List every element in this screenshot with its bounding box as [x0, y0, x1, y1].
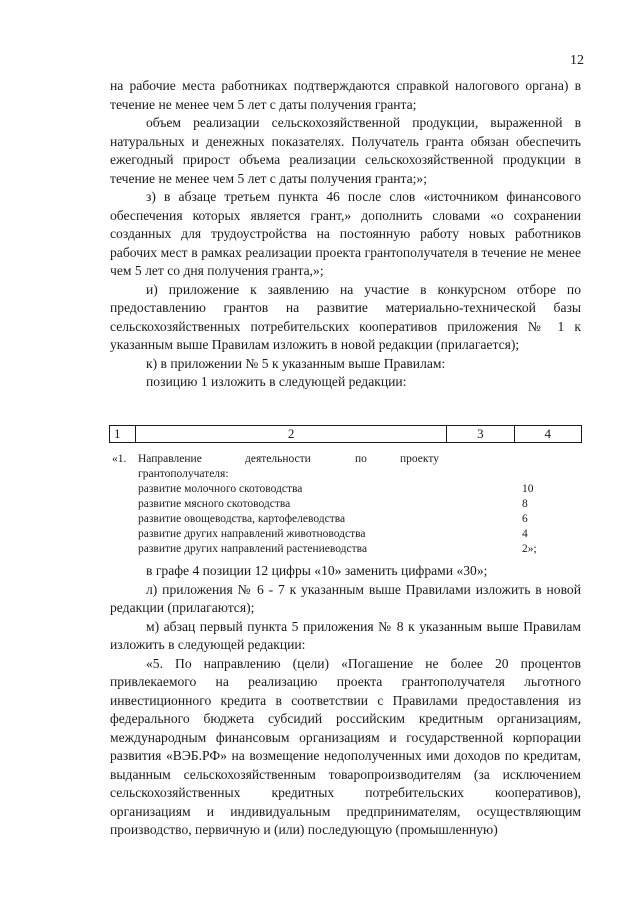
position-header-row: [112, 467, 582, 482]
paragraph: з) в абзаце третьем пункта 46 после слов «источником финансового обеспечения которых является грант,» дополнить словами «о сохранении созданных для трудоустройства на постоянную работу новых работников рабочих мест в рамках реализации проекта грантополучателя в течение не менее чем 5 лет со дня получения гранта,»;: [110, 189, 581, 278]
top-text-block: [110, 77, 581, 392]
paragraph: л) приложения № 6 - 7 к указанным выше Правилами изложить в новой редакции (прилагаются);: [110, 581, 581, 615]
paragraph: позицию 1 изложить в следующей редакции:: [146, 374, 407, 389]
table-header-cell: 3: [447, 426, 514, 443]
table-header-cell: 4: [514, 426, 581, 443]
head-word: деятельности: [245, 453, 311, 465]
row-value: 8: [522, 498, 528, 510]
position-1-block: [112, 452, 582, 557]
row-value: 10: [522, 483, 534, 495]
position-row: [112, 542, 582, 557]
row-value: 6: [522, 513, 528, 525]
row-label: развитие мясного скотоводства: [138, 498, 291, 510]
position-row: [112, 527, 582, 542]
head-word: Направление: [138, 453, 202, 465]
bottom-text-block: [110, 562, 581, 840]
head-word: проекту: [400, 453, 439, 465]
row-label: развитие других направлений животноводства: [138, 528, 366, 540]
row-value: 4: [522, 528, 528, 540]
head-word: по: [355, 453, 367, 465]
position-header-row: [112, 452, 582, 467]
table-header-cell: 2: [136, 426, 447, 443]
position-row: [112, 497, 582, 512]
row-value: 2»;: [522, 543, 537, 555]
position-table-header: [109, 425, 582, 443]
paragraph: на рабочие места работниках подтверждаются справкой налогового органа) в течение не менее чем 5 лет с даты получения гранта;: [110, 78, 581, 112]
paragraph: к) в приложении № 5 к указанным выше Правилам:: [146, 355, 446, 371]
paragraph: и) приложение к заявлению на участие в конкурсном отборе по предоставлению грантов на развитие материально-технической базы сельскохозяйственных потребительских кооперативов приложения № 1 к указанным выше Правилам изложить в новой редакции (прилагается);: [110, 281, 581, 352]
paragraph: объем реализации сельскохозяйственной продукции, выраженной в натуральных и денежных показателях. Получатель гранта обязан обеспечить ежегодный прирост объема реализации сельскохозяйственной продукции в течение не менее чем 5 лет с даты получения гранта;»;: [110, 115, 581, 186]
position-row: [112, 512, 582, 527]
row-label: развитие овощеводства, картофелеводства: [138, 513, 346, 525]
paragraph: м) абзац первый пункта 5 приложения № 8 к указанным выше Правилам изложить в следующей редакции:: [110, 618, 581, 652]
position-row: [112, 482, 582, 497]
page-number: 12: [570, 53, 584, 68]
position-number: «1.: [112, 453, 127, 465]
row-label: развитие молочного скотоводства: [138, 483, 303, 495]
table-header-cell: 1: [110, 426, 136, 443]
head-line: грантополучателя:: [138, 468, 229, 480]
row-label: развитие других направлений растениеводства: [138, 543, 368, 555]
paragraph: «5. По направлению (цели) «Погашение не более 20 процентов привлекаемого на реализацию проекта грантополучателя льготного инвестиционного кредита в соответствии с Правилами предоставления из федерального бюджета субсидий российским кредитным организациям, международным финансовым организациям и государственной корпорации развития «ВЭБ.РФ» на возмещение недополученных ими доходов по кредитам, выданным сельскохозяйственным товаропроизводителям (за исключением сельскохозяйственных кредитных потребительских кооперативов), организациям и индивидуальным предпринимателям, осуществляющим производство, первичную и (или) последующую (промышленную): [110, 655, 581, 837]
paragraph: в графе 4 позиции 12 цифры «10» заменить цифрами «30»;: [146, 563, 488, 578]
